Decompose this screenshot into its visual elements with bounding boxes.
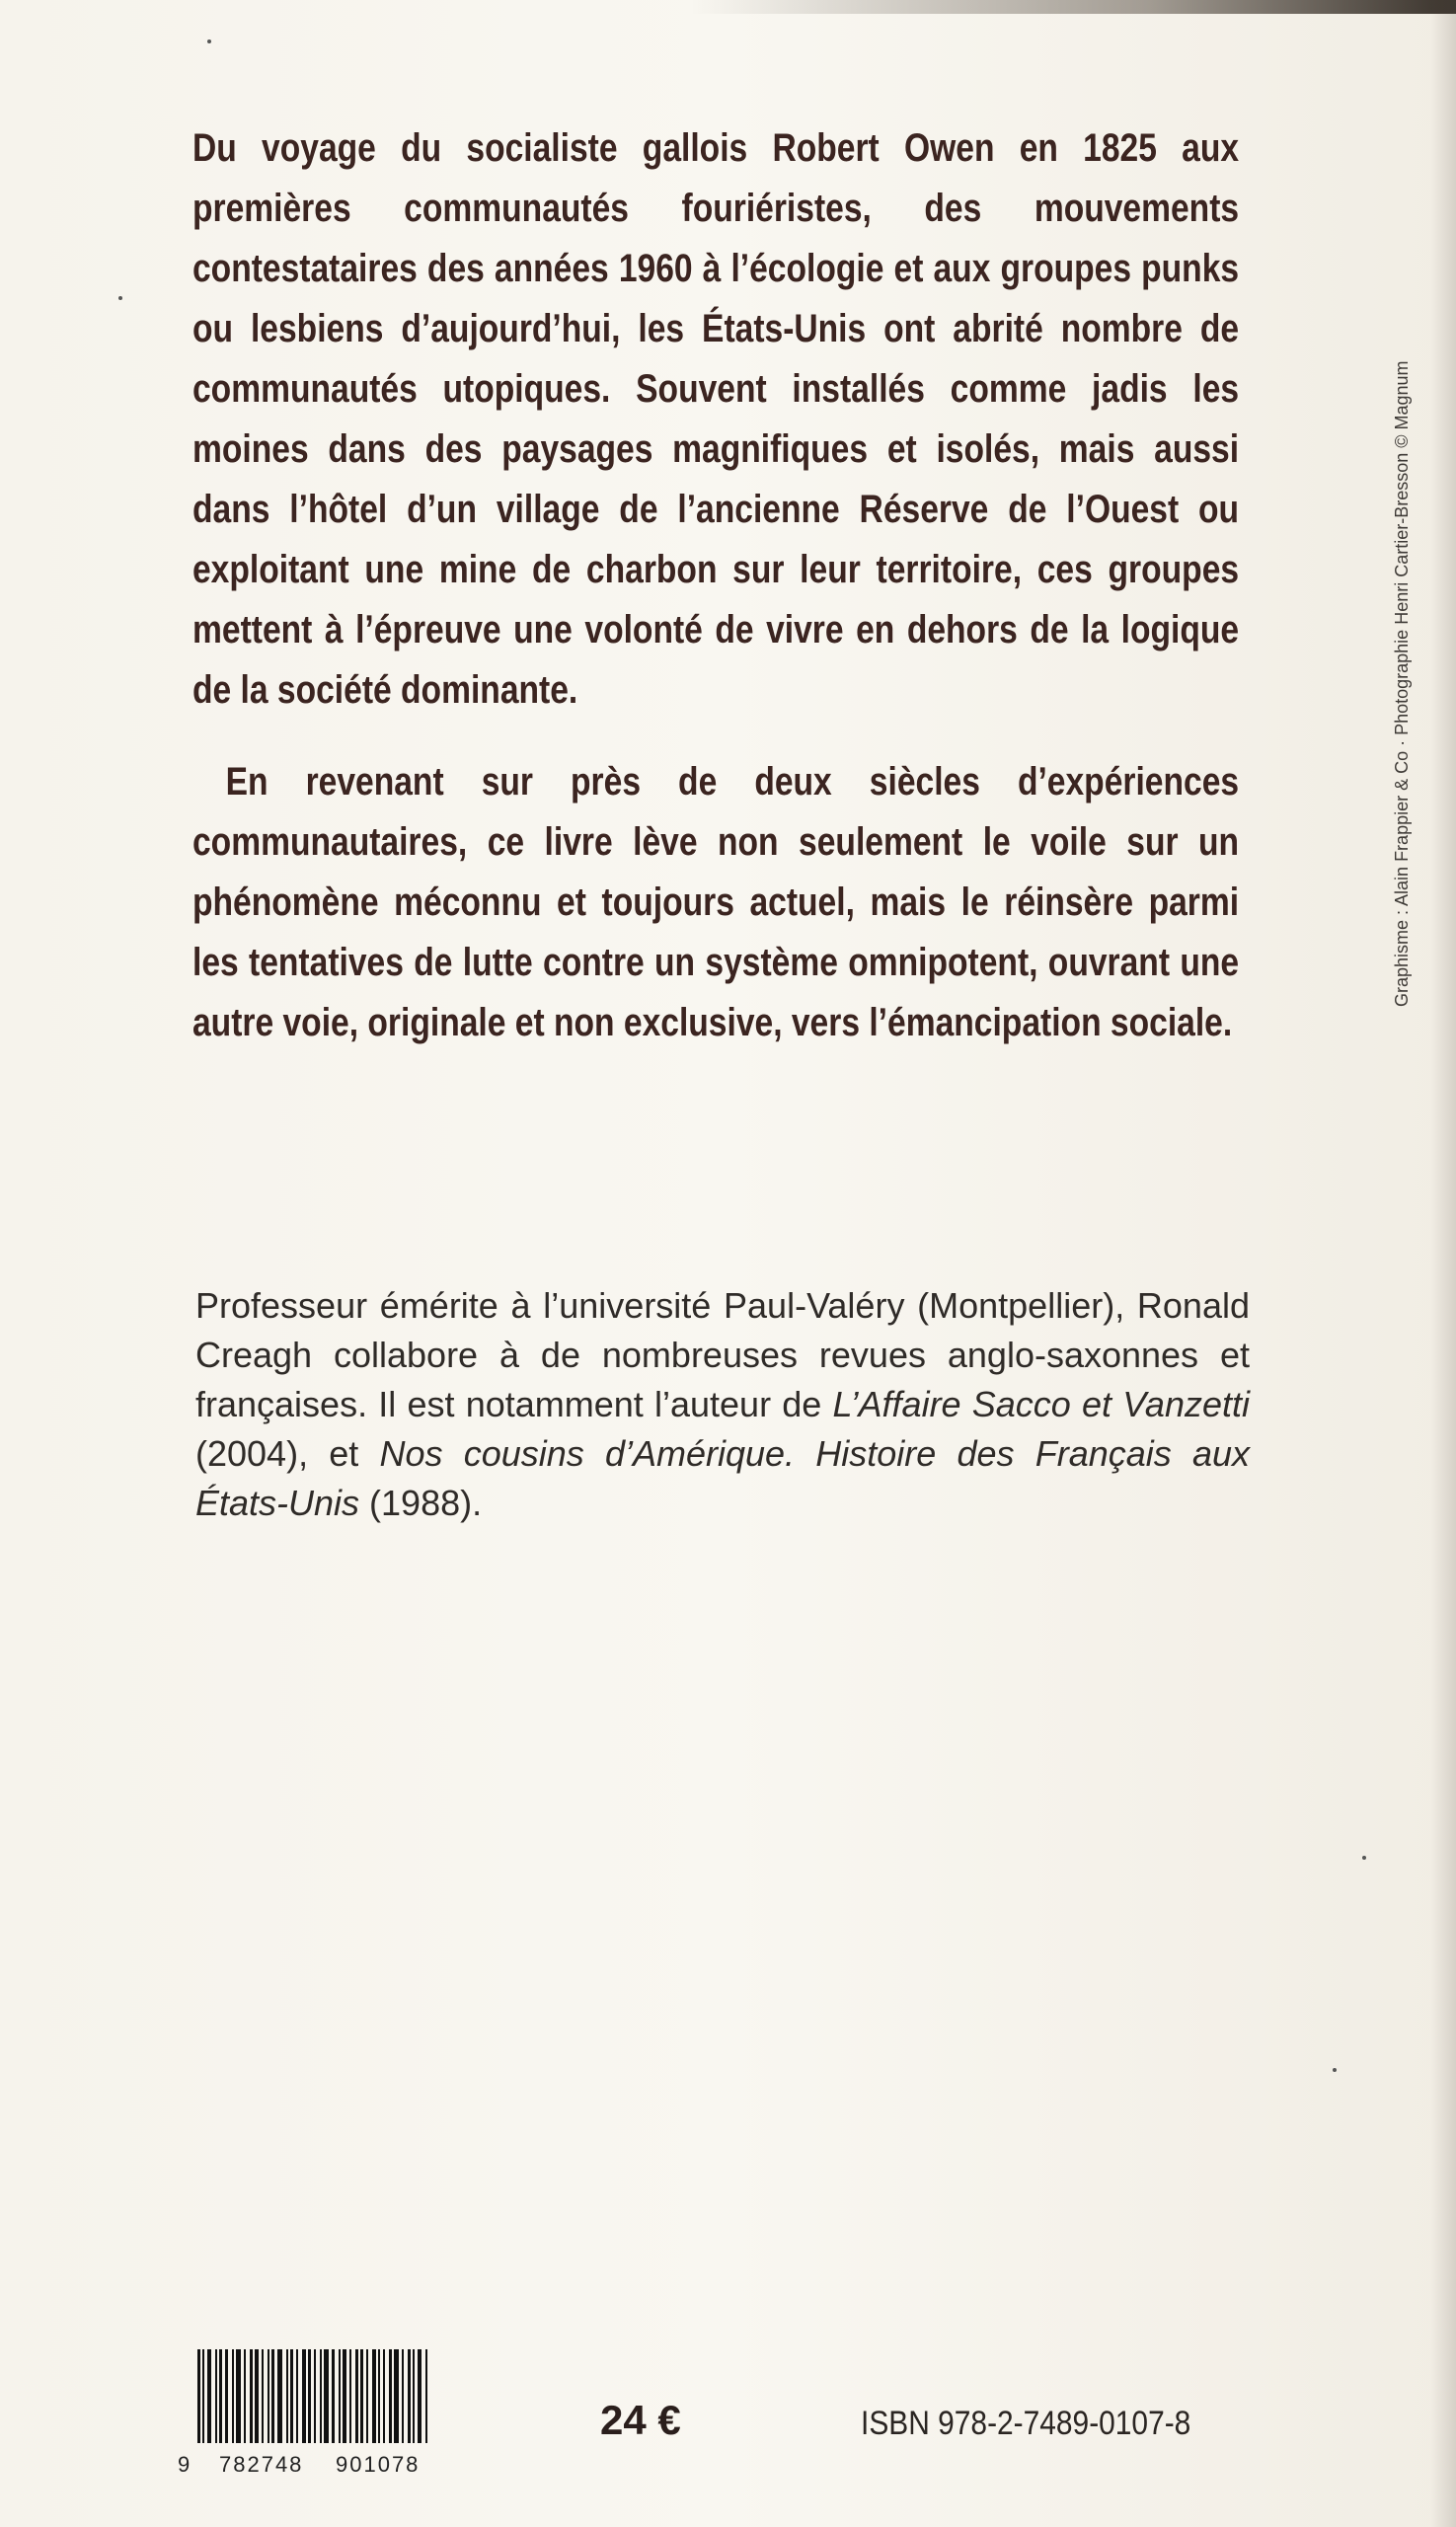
- author-bio-text: (1988).: [359, 1483, 483, 1523]
- barcode-bar: [202, 2349, 204, 2443]
- barcode-bar: [286, 2349, 288, 2443]
- barcode-bar: [232, 2349, 234, 2443]
- paper-speck: [1362, 1856, 1366, 1860]
- barcode-bar: [277, 2349, 282, 2443]
- barcode-lead-digit: 9: [178, 2452, 192, 2477]
- paper-speck: [118, 296, 122, 300]
- blurb: [192, 118, 1239, 1053]
- author-bio-text: Professeur émérite à l’université Paul-Valéry (Montpellier), Ronald Creagh collabore à de nombreuses revues anglo-saxonnes et françaises. Il est notamment l’auteur de: [195, 1285, 1250, 1424]
- barcode-bar: [308, 2349, 311, 2443]
- barcode-bar: [360, 2349, 363, 2443]
- barcode-bar: [343, 2349, 346, 2443]
- cover-right-edge: [1430, 0, 1456, 2527]
- barcode-bar: [207, 2349, 211, 2443]
- barcode-bar: [355, 2349, 358, 2443]
- barcode-bar: [366, 2349, 368, 2443]
- blurb-paragraph-2: En revenant sur près de deux siècles d’expériences communautaires, ce livre lève non seulement le voile sur un phénomène méconnu et toujours actuel, mais le réinsère parmi les tentatives de lutte contre un système omnipotent, ouvrant une autre voie, originale et non exclusive, vers l’émancipation sociale.: [192, 760, 1240, 1044]
- barcode-bar: [402, 2349, 404, 2443]
- price: 24 €: [600, 2397, 681, 2443]
- barcode-bar: [372, 2349, 376, 2443]
- barcode-bar: [349, 2349, 351, 2443]
- barcode-bar: [332, 2349, 335, 2443]
- design-photo-credit: Graphisme : Alain Frappier & Co · Photographie Henri Cartier-Bresson © Magnum: [1392, 360, 1412, 1007]
- barcode-bar: [389, 2349, 392, 2443]
- paper-speck: [207, 39, 211, 43]
- barcode-bar: [271, 2349, 274, 2443]
- barcode-bar: [324, 2349, 329, 2443]
- barcode-bar: [302, 2349, 306, 2443]
- barcode-bar: [225, 2349, 228, 2443]
- barcode-bar: [383, 2349, 385, 2443]
- barcode-bar: [197, 2349, 200, 2443]
- barcode: [197, 2349, 434, 2443]
- barcode-bar: [244, 2349, 246, 2443]
- book-title: L’Affaire Sacco et Vanzetti: [832, 1384, 1250, 1424]
- barcode-bar: [268, 2349, 269, 2443]
- barcode-bar: [425, 2349, 427, 2443]
- barcode-bar: [290, 2349, 293, 2443]
- blurb-paragraph-1: Du voyage du socialiste gallois Robert Owen en 1825 aux premières communautés fouriéristes, des mouvements contestataires des années 1960 à l’écologie et aux groupes punks ou lesbiens d’aujourd’hui, les États-Unis ont abrité nombre de communautés utopiques. Souvent installés comme jadis les moines dans des paysages magnifiques et isolés, mais aussi dans l’hôtel d’un village de l’ancienne Réserve de l’Ouest ou exploitant une mine de charbon sur leur territoire, ces groupes mettent à l’épreuve une volonté de vivre en dehors de la logique de la société dominante.: [192, 126, 1240, 712]
- barcode-bar: [219, 2349, 222, 2443]
- barcode-bar: [418, 2349, 421, 2443]
- cover-top-edge: [691, 0, 1456, 14]
- barcode-bar: [296, 2349, 298, 2443]
- barcode-bar: [394, 2349, 399, 2443]
- barcode-bar: [250, 2349, 253, 2443]
- paper-speck: [1333, 2068, 1337, 2072]
- book-title: Nos cousins d’Amérique. Histoire des Français aux États-Unis: [195, 1433, 1250, 1523]
- barcode-bar: [255, 2349, 259, 2443]
- barcode-bar: [215, 2349, 217, 2443]
- barcode-bar: [262, 2349, 264, 2443]
- barcode-bar: [378, 2349, 380, 2443]
- barcode-bar: [236, 2349, 241, 2443]
- barcode-bar: [339, 2349, 341, 2443]
- author-bio: [195, 1281, 1250, 1528]
- author-bio-text: (2004), et: [195, 1433, 380, 1474]
- barcode-bar: [320, 2349, 322, 2443]
- barcode-bar: [408, 2349, 411, 2443]
- barcode-right-digits: 901078: [336, 2452, 421, 2477]
- barcode-left-digits: 782748: [219, 2452, 304, 2477]
- barcode-bar: [314, 2349, 316, 2443]
- isbn: ISBN 978-2-7489-0107-8: [861, 2405, 1191, 2442]
- barcode-bar: [413, 2349, 415, 2443]
